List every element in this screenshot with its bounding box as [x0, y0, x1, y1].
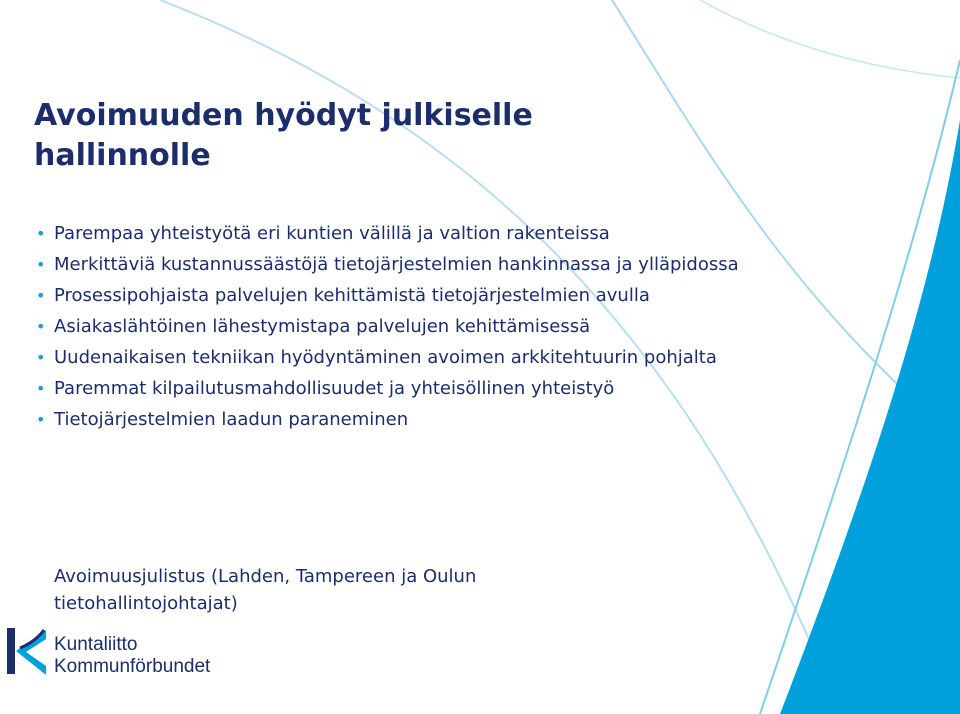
list-item [34, 251, 754, 278]
bullet-text: Tietojärjestelmien laadun paraneminen [54, 409, 409, 430]
bullet-text: Prosessipohjaista palvelujen kehittämistä tietojärjestelmien avulla [54, 285, 650, 306]
bullet-text: Merkittäviä kustannussäästöjä tietojärjestelmien hankinnassa ja ylläpidossa [54, 254, 739, 275]
citation-text: Avoimuusjulistus (Lahden, Tampereen ja Oulun tietohallintojohtajat) [54, 566, 477, 614]
logo-line-2: Kommunförbundet [54, 656, 211, 677]
decorative-curve-top [700, 0, 960, 78]
bullet-dot-icon: • [36, 255, 46, 274]
bullet-list [34, 220, 754, 437]
bullet-dot-icon: • [36, 317, 46, 336]
list-item [34, 282, 754, 309]
kuntaliitto-logo [4, 624, 264, 684]
list-item [34, 406, 754, 433]
kuntaliitto-k-icon [4, 624, 50, 680]
bullet-text: Asiakaslähtöinen lähestymistapa palvelujen kehittämisessä [54, 316, 591, 337]
logo-wordmark [54, 634, 210, 678]
list-item [34, 375, 754, 402]
bullet-dot-icon: • [36, 410, 46, 429]
bullet-dot-icon: • [36, 224, 46, 243]
bullet-dot-icon: • [36, 379, 46, 398]
bullet-dot-icon: • [36, 348, 46, 367]
list-item [34, 344, 754, 371]
logo-line-1: Kuntaliitto [54, 634, 138, 655]
list-item [34, 220, 754, 247]
bullet-text: Uudenaikaisen tekniikan hyödyntäminen avoimen arkkitehtuurin pohjalta [54, 347, 717, 368]
bullet-dot-icon: • [36, 286, 46, 305]
bullet-text: Paremmat kilpailutusmahdollisuudet ja yhteisöllinen yhteistyö [54, 378, 615, 399]
bullet-text: Parempaa yhteistyötä eri kuntien välillä ja valtion rakenteissa [54, 223, 610, 244]
slide-title [34, 96, 634, 176]
corner-accent-shape [780, 120, 960, 714]
title-line-1: Avoimuuden hyödyt julkiselle [34, 98, 533, 133]
title-line-2: hallinnolle [34, 138, 211, 173]
list-item [34, 313, 754, 340]
